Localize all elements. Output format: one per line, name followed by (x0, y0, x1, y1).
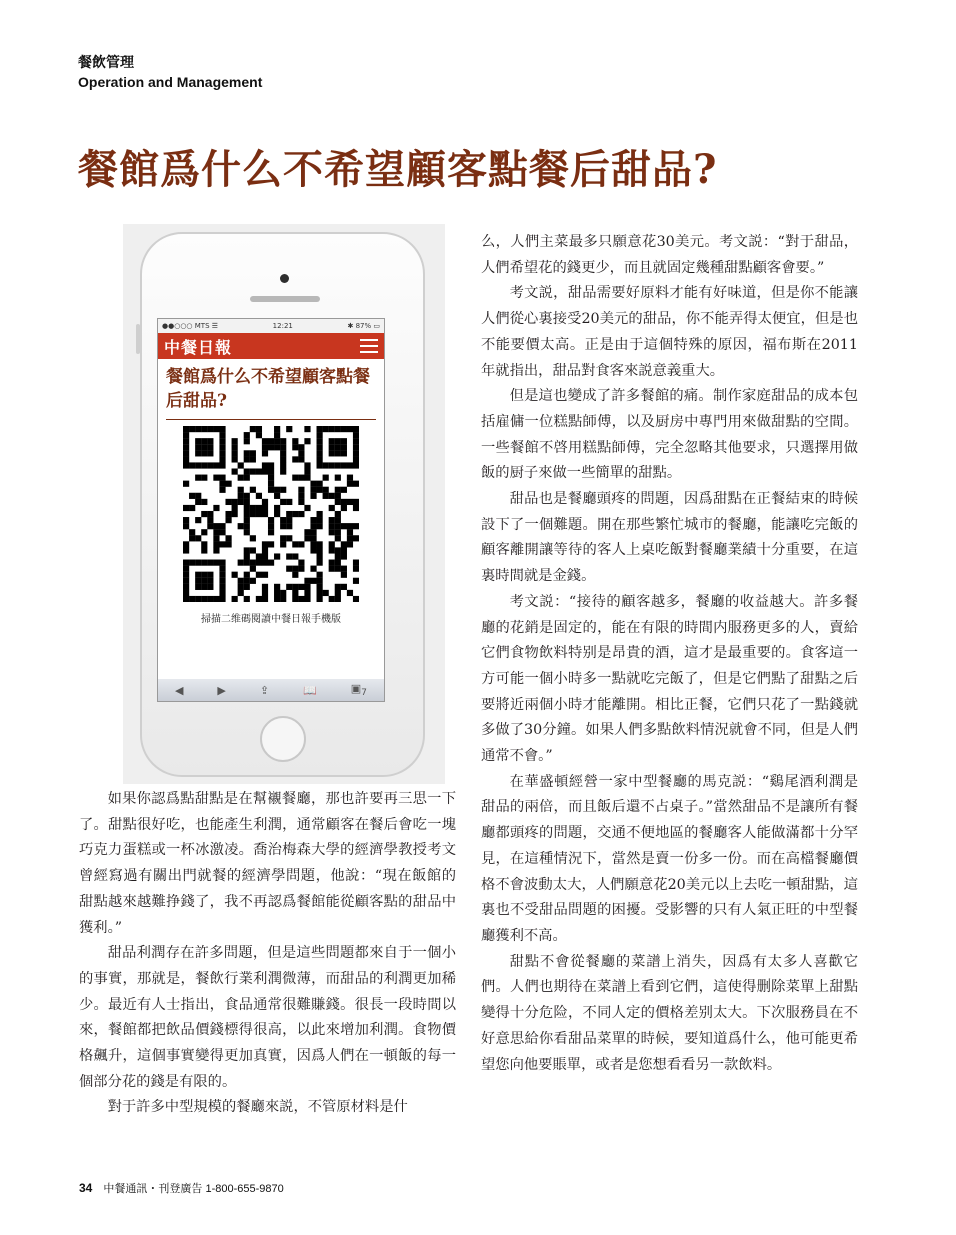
app-logo: 中餐日報 (164, 337, 233, 357)
divider (166, 419, 376, 420)
browser-toolbar (158, 679, 384, 701)
bookmarks-icon[interactable]: 📖 (303, 683, 317, 697)
paragraph: 么，人們主菜最多只願意花30美元。考文説：“對于甜品，人們希望花的錢更少，而且就固定幾種甜點顧客會要。” (481, 234, 858, 276)
page-title: 餐館爲什么不希望顧客點餐后甜品? (78, 146, 718, 193)
phone-side-button (136, 324, 140, 354)
paragraph: 對于許多中型規模的餐廳來説，不管原材料是什 (107, 1099, 408, 1116)
page-footer (79, 1180, 284, 1196)
left-column (79, 787, 456, 1121)
paragraph: 甜品利潤存在許多問題，但是這些問題都來自于一個小的事實，那就是，餐飲行業利潤微薄，而甜品的利潤更加稀少。最近有人士指出，食品通常很難賺錢。很長一段時間以來，餐館都把飲品價錢標得很高，以此來增加利潤。食物價格飆升，這個事實變得更加真實，因爲人們在一頓飯的每一個部分花的錢是有限的。 (79, 945, 456, 1090)
status-bar (158, 319, 384, 333)
tabs-count: 7 (361, 687, 367, 699)
paragraph: 但是這也變成了許多餐館的痛。制作家庭甜品的成本包括雇傭一位糕點師傅，以及厨房中專門用來做甜點的空間。一些餐館不啓用糕點師傅，完全忽略其他要求，只選擇用做飯的厨子來做一些簡單的甜點。 (481, 388, 858, 482)
page-number: 34 (79, 1181, 93, 1195)
paragraph: 考文説：“接待的顧客越多，餐廳的收益越大。許多餐廳的花銷是固定的，能在有限的時間内服務更多的人，賣給它們食物飲料特别是昂貴的酒，這才是最重要的。食客這一方可能一個小時多一點就吃完飯了，但是它們點了甜點之后要將近兩個小時才能離開。相比正餐，它們只花了一點錢就多做了30分鐘。如果人們多點飲料情況就會不同，但是人們通常不會。” (481, 593, 858, 765)
paragraph: 考文説，甜品需要好原料才能有好味道，但是你不能讓人們從心裏接受20美元的甜品，你不能弄得太便宜，但是也不能要價太高。正是由于這個特殊的原因，福布斯在2011年就指出，甜品對食客來説意義重大。 (481, 285, 858, 379)
paragraph: 甜點不會從餐廳的菜譜上消失，因爲有太多人喜歡它們。人們也期待在菜譜上看到它們，這使得删除菜單上甜點變得十分危险，不同人定的價格差别太大。下次服務員在不好意思給你看甜品菜單的時候，要知道爲什么，他可能更希望您向他要賬單，或者是您想看看另一款飲料。 (481, 953, 858, 1073)
ad-phone: 1-800-655-9870 (205, 1183, 284, 1195)
right-column (481, 230, 858, 1078)
paragraph: 在華盛頓經營一家中型餐廳的馬克説：“鷄尾酒利潤是甜品的兩倍，而且飯后還不占桌子。”當然甜品不是讓所有餐廳都頭疼的問題，交通不便地區的餐廳客人能做滿都十分罕見，在這種情況下，當然是賣一份多一份。而在高檔餐廳價格不會波動太大，人們願意花20美元以上去吃一頓甜點，這裏也不受甜品問題的困擾。受影響的只有人氣正旺的中型餐廳獲利不高。 (481, 773, 858, 944)
section-label-zh: 餐飲管理 (78, 55, 134, 71)
share-icon[interactable]: ⇪ (259, 683, 270, 697)
paragraph: 如果你認爲點甜點是在幫襯餐廳，那也許要再三思一下了。甜點很好吃，也能產生利潤，通常顧客在餐后會吃一塊巧克力蛋糕或一杯冰激凌。喬治梅森大學的經濟學教授考文曾經寫過有關出門就餐的經濟學問題，他說：“現在飯館的甜點越來越難挣錢了，我不再認爲餐館能從顧客點的甜品中獲利。” (79, 791, 456, 936)
qr-code (183, 426, 359, 602)
speaker-grille (250, 296, 320, 302)
home-button (260, 716, 306, 762)
phone-photo (123, 224, 445, 784)
qr-caption: 掃描二维碼閱讀中餐日報手機版 (201, 614, 341, 625)
forward-icon[interactable]: ▶ (217, 683, 226, 697)
carrier-signal: ●●○○○ MTS ☰ (162, 322, 219, 330)
battery-status: ✱ 87% ▭ (347, 322, 380, 330)
smartphone (140, 232, 425, 777)
mobile-article-title: 餐館爲什么不希望顧客點餐后甜品? (166, 367, 370, 411)
phone-screen (157, 318, 385, 702)
paragraph: 甜品也是餐廳頭疼的問題，因爲甜點在正餐結束的時候設下了一個難題。開在那些繁忙城市的餐廳，能讓吃完飯的顧客離開讓等待的客人上桌吃飯對餐廳業績十分重要，在這裏時間就是金錢。 (481, 491, 858, 585)
tabs-icon[interactable]: $▣_7$ (350, 681, 367, 699)
back-icon[interactable]: ◀ (174, 683, 184, 697)
app-header (158, 333, 384, 359)
publication-name: 中餐通訊・刊登廣告 (103, 1183, 203, 1195)
status-time: 12:21 (272, 322, 293, 330)
hamburger-menu-icon[interactable] (360, 339, 378, 353)
section-label-en: Operation and Management (78, 74, 263, 90)
camera-icon (280, 274, 289, 283)
